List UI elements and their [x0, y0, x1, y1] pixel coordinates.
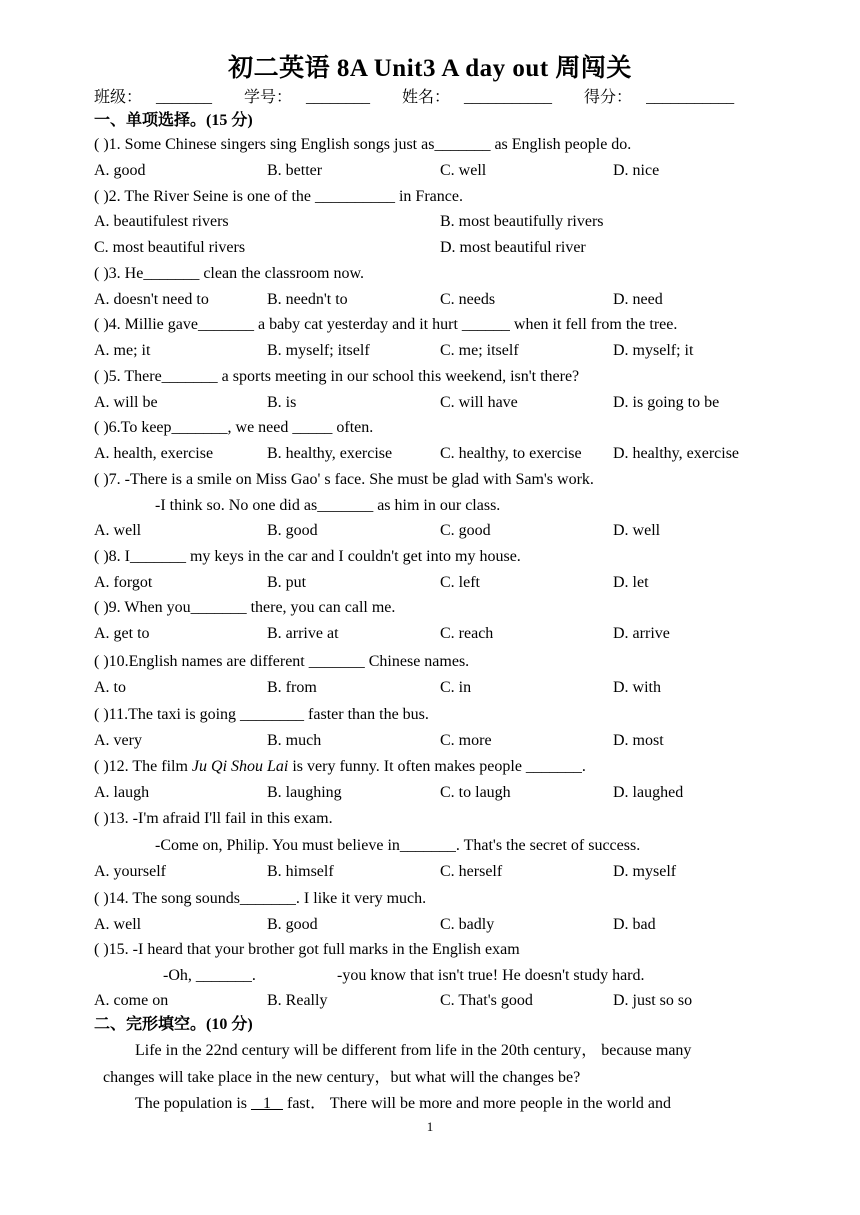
passage-line: Life in the 22nd century will be different from life in the 20th century， because many [135, 1042, 692, 1059]
question-stem: ( )1. Some Chinese singers sing English songs just as_______ as English people do. [94, 136, 632, 153]
option-c[interactable]: C. badly [440, 916, 495, 933]
option-a[interactable]: A. come on [94, 992, 169, 1009]
option-a[interactable]: A. yourself [94, 863, 166, 880]
film-title: Ju Qi Shou Lai [191, 758, 289, 775]
option-d[interactable]: D. most beautiful river [440, 239, 586, 256]
option-a[interactable]: A. well [94, 916, 142, 933]
question-stem: ( )14. The song sounds_______. I like it very much. [94, 890, 427, 907]
option-a[interactable]: A. laugh [94, 784, 150, 801]
option-d[interactable]: D. most [613, 732, 664, 749]
question-stem-reply: -Oh, _______. [163, 967, 256, 984]
question-stem: ( )7. -There is a smile on Miss Gao' s face. She must be glad with Sam's work. [94, 471, 594, 488]
question-stem: ( )8. I_______ my keys in the car and I couldn't get into my house. [94, 548, 521, 565]
option-a[interactable]: A. doesn't need to [94, 291, 209, 308]
option-b[interactable]: B. needn't to [267, 291, 348, 308]
option-b[interactable]: B. myself; itself [267, 342, 370, 359]
class-blank[interactable]: _______ [156, 89, 213, 106]
question-stem: ( )15. -I heard that your brother got full marks in the English exam [94, 941, 520, 958]
option-d[interactable]: D. need [613, 291, 663, 308]
id-label: 学号： [244, 89, 293, 106]
class-field[interactable] [94, 89, 226, 106]
option-c[interactable]: C. good [440, 522, 491, 539]
page-number: 1 [426, 1119, 434, 1134]
option-c[interactable]: C. needs [440, 291, 496, 308]
score-field[interactable] [584, 89, 748, 106]
option-b[interactable]: B. much [267, 732, 322, 749]
name-label: 姓名： [402, 89, 451, 106]
option-d[interactable]: D. healthy, exercise [613, 445, 740, 462]
option-c[interactable]: C. That's good [440, 992, 533, 1009]
option-b[interactable]: B. good [267, 916, 318, 933]
id-blank[interactable]: ________ [306, 89, 371, 106]
option-a[interactable]: A. health, exercise [94, 445, 214, 462]
question-stem: ( )4. Millie gave_______ a baby cat yesterday and it hurt ______ when it fell from the tree. [94, 316, 678, 333]
option-b[interactable]: B. better [267, 162, 323, 179]
option-b[interactable]: B. most beautifully rivers [440, 213, 604, 230]
option-b[interactable]: B. good [267, 522, 318, 539]
option-c[interactable]: C. in [440, 679, 472, 696]
option-c[interactable]: C. reach [440, 625, 494, 642]
stem-part: is very funny. It often makes people _______. [288, 758, 586, 775]
option-a[interactable]: A. me; it [94, 342, 151, 359]
option-d[interactable]: D. bad [613, 916, 656, 933]
question-stem-reply: -Come on, Philip. You must believe in_______. That's the secret of success. [155, 837, 641, 854]
option-d[interactable]: D. with [613, 679, 661, 696]
option-d[interactable]: D. arrive [613, 625, 670, 642]
section-heading-cloze: 二、完形填空。(10 分) [94, 1016, 253, 1033]
option-d[interactable]: D. laughed [613, 784, 684, 801]
question-stem [94, 757, 586, 777]
option-d[interactable]: D. myself; it [613, 342, 694, 359]
question-stem: ( )3. He_______ clean the classroom now. [94, 265, 364, 282]
option-d[interactable]: D. let [613, 574, 649, 591]
option-c[interactable]: C. healthy, to exercise [440, 445, 582, 462]
option-b[interactable]: B. healthy, exercise [267, 445, 393, 462]
option-d[interactable]: D. is going to be [613, 394, 720, 411]
question-stem: ( )9. When you_______ there, you can call me. [94, 599, 396, 616]
name-blank[interactable]: ___________ [464, 89, 553, 106]
page-title: 初二英语 8A Unit3 A day out 周闯关 [228, 55, 632, 82]
section-heading-choice: 一、单项选择。(15 分) [94, 112, 253, 129]
question-stem: ( )2. The River Seine is one of the __________ in France. [94, 188, 463, 205]
stem-part: ( )12. The film [94, 758, 192, 775]
name-field[interactable] [402, 89, 566, 106]
passage-text: The population is [135, 1095, 251, 1112]
option-a[interactable]: A. get to [94, 625, 150, 642]
option-a[interactable]: A. will be [94, 394, 158, 411]
option-a[interactable]: A. beautifulest rivers [94, 213, 229, 230]
cloze-blank-1[interactable]: 1 [250, 1095, 283, 1112]
option-b[interactable]: B. is [267, 394, 297, 411]
option-d[interactable]: D. nice [613, 162, 660, 179]
option-c[interactable]: C. most beautiful rivers [94, 239, 246, 256]
question-stem: ( )13. -I'm afraid I'll fail in this exam. [94, 810, 333, 827]
option-c[interactable]: C. herself [440, 863, 503, 880]
option-b[interactable]: B. put [267, 574, 307, 591]
option-c[interactable]: C. left [440, 574, 480, 591]
student-info-row [94, 88, 762, 108]
question-stem-reply: -you know that isn't true! He doesn't study hard. [337, 967, 645, 984]
option-d[interactable]: D. well [613, 522, 661, 539]
option-a[interactable]: A. forgot [94, 574, 153, 591]
option-b[interactable]: B. Really [267, 992, 328, 1009]
passage-line: changes will take place in the new century，but what will the changes be? [103, 1069, 581, 1086]
question-stem: ( )11.The taxi is going ________ faster than the bus. [94, 706, 429, 723]
option-c[interactable]: C. well [440, 162, 487, 179]
option-a[interactable]: A. to [94, 679, 126, 696]
id-field[interactable] [244, 89, 384, 106]
question-stem: ( )6.To keep_______, we need _____ often. [94, 419, 374, 436]
option-b[interactable]: B. laughing [267, 784, 342, 801]
option-d[interactable]: D. myself [613, 863, 677, 880]
option-d[interactable]: D. just so so [613, 992, 693, 1009]
question-stem: ( )10.English names are different _______ Chinese names. [94, 653, 470, 670]
question-stem-reply: -I think so. No one did as_______ as him in our class. [155, 497, 501, 514]
class-label: 班级： [94, 89, 143, 106]
option-a[interactable]: A. good [94, 162, 146, 179]
option-b[interactable]: B. himself [267, 863, 334, 880]
score-label: 得分： [584, 89, 633, 106]
question-stem: ( )5. There_______ a sports meeting in our school this weekend, isn't there? [94, 368, 580, 385]
score-blank[interactable]: ___________ [646, 89, 735, 106]
option-b[interactable]: B. from [267, 679, 317, 696]
option-c[interactable]: C. more [440, 732, 492, 749]
passage-text: fast． There will be more and more people in the world and [282, 1095, 672, 1112]
option-a[interactable]: A. very [94, 732, 142, 749]
passage-line [135, 1094, 671, 1114]
option-a[interactable]: A. well [94, 522, 142, 539]
option-c[interactable]: C. me; itself [440, 342, 519, 359]
option-c[interactable]: C. will have [440, 394, 518, 411]
option-c[interactable]: C. to laugh [440, 784, 511, 801]
option-b[interactable]: B. arrive at [267, 625, 339, 642]
